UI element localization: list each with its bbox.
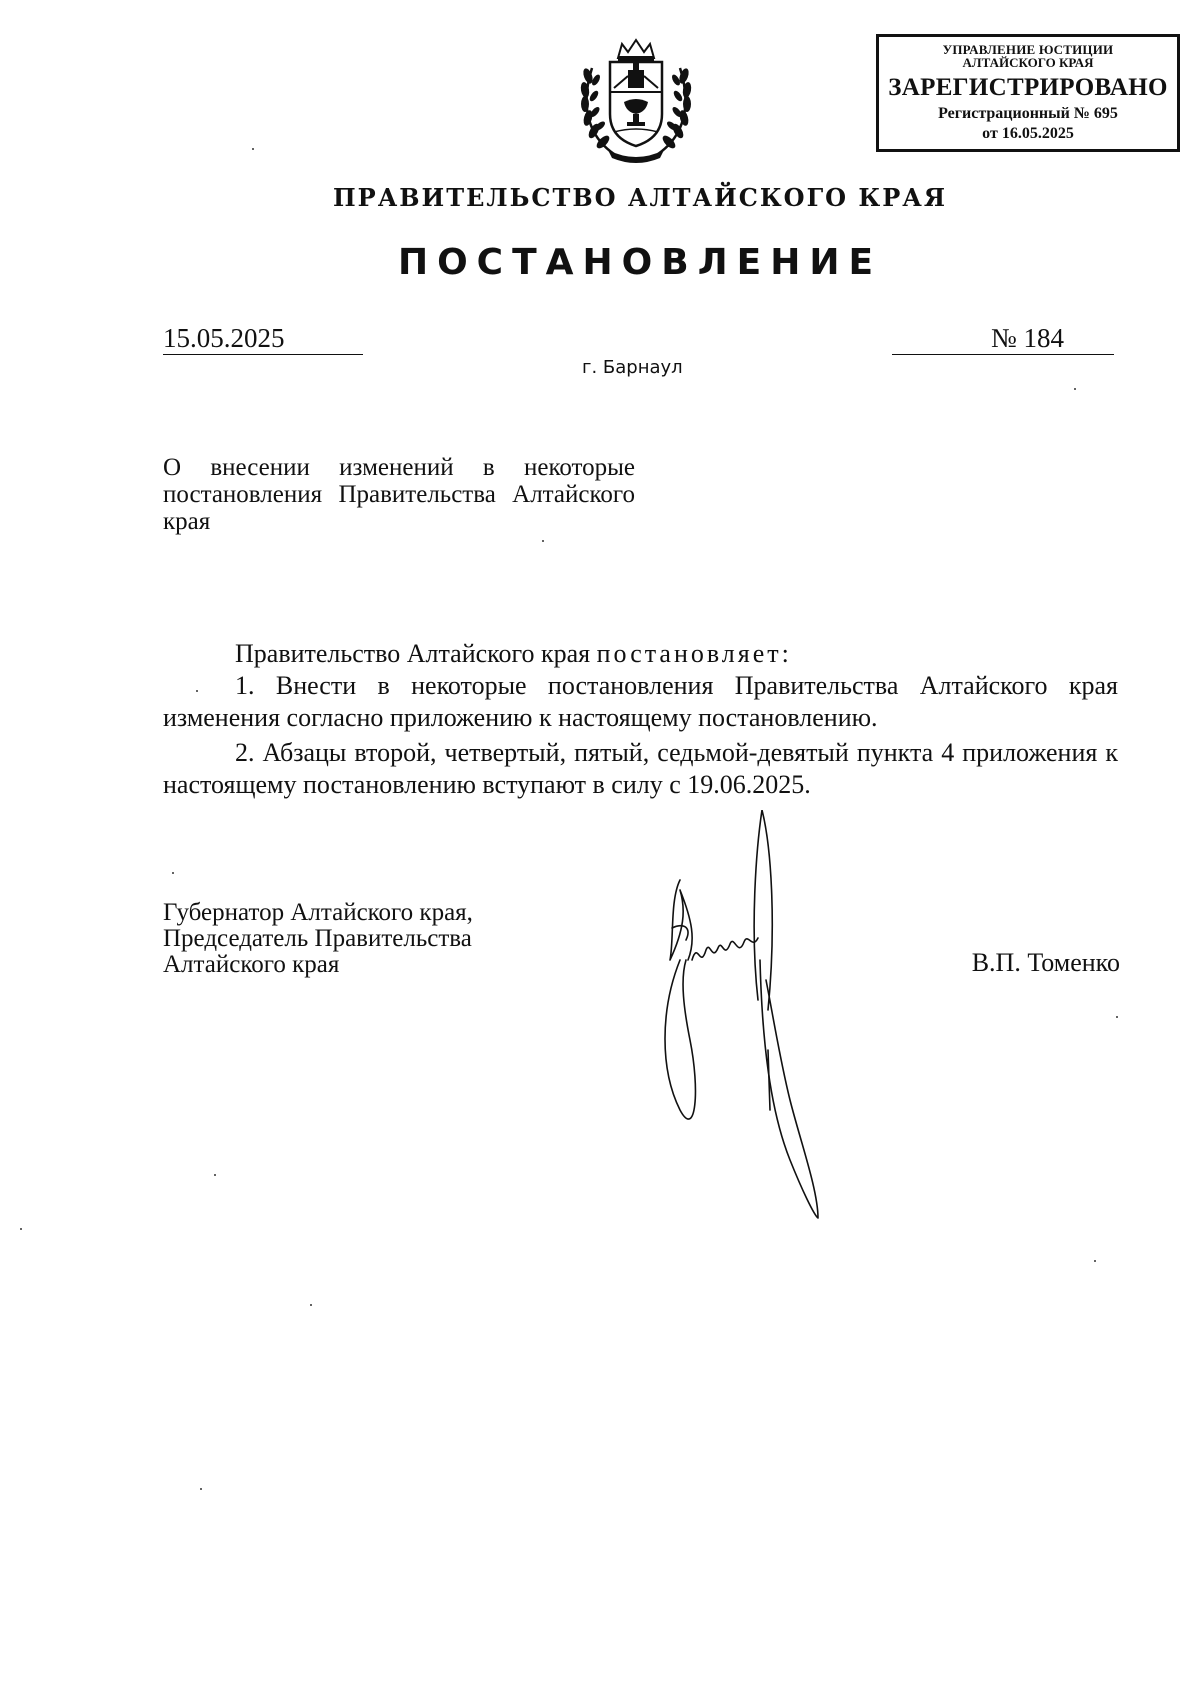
stamp-registered-label: ЗАРЕГИСТРИРОВАНО — [888, 74, 1168, 101]
document-subject: О внесении изменений в некоторые постановления Правительства Алтайского края — [163, 454, 635, 535]
registration-stamp — [876, 34, 1180, 152]
preamble-end: : — [781, 639, 789, 668]
scan-speck — [252, 148, 254, 150]
scan-speck — [172, 872, 174, 874]
stamp-registration-date: от 16.05.2025 — [982, 125, 1074, 142]
signatory-name: В.П. Томенко — [971, 948, 1120, 977]
preamble-start: Правительство Алтайского края — [235, 639, 597, 668]
scan-speck — [310, 1304, 312, 1306]
scan-speck — [542, 540, 544, 542]
document-type-heading: ПОСТАНОВЛЕНИЕ — [397, 242, 883, 283]
signatory-position-line2: Председатель Правительства — [163, 925, 472, 952]
document-date: 15.05.2025 — [163, 322, 363, 355]
issuer-title: ПРАВИТЕЛЬСТВО АЛТАЙСКОГО КРАЯ — [332, 183, 948, 212]
scan-speck — [20, 1228, 22, 1230]
signatory-position — [163, 900, 583, 978]
scan-speck — [200, 1488, 202, 1490]
stamp-authority-line2: АЛТАЙСКОГО КРАЯ — [962, 55, 1094, 70]
scan-speck — [196, 690, 198, 692]
signatory-position-line3: Алтайского края — [163, 951, 340, 978]
document-city: г. Барнаул — [582, 357, 683, 378]
signatory-position-line1: Губернатор Алтайского края, — [163, 899, 473, 926]
scan-speck — [1116, 1016, 1118, 1018]
scan-speck — [1094, 1260, 1096, 1262]
clause-2: 2. Абзацы второй, четвертый, пятый, седьмой-девятый пункта 4 приложения к настоящему постановлению вступают в силу с 19.06.2025. — [163, 738, 1118, 799]
coat-of-arms-emblem — [574, 36, 698, 164]
stamp-registration-number: Регистрационный № 695 — [938, 105, 1118, 122]
handwritten-signature — [640, 810, 860, 1220]
scan-speck — [1074, 388, 1076, 390]
preamble-verb: постановляет — [596, 639, 782, 668]
clause-1: 1. Внести в некоторые постановления Правительства Алтайского края изменения согласно приложению к настоящему постановлению. — [163, 671, 1118, 732]
preamble — [163, 638, 1118, 670]
document-number: № 184 — [892, 322, 1114, 355]
scan-speck — [214, 1174, 216, 1176]
stamp-authority-line1: УПРАВЛЕНИЕ ЮСТИЦИИ — [942, 42, 1114, 57]
